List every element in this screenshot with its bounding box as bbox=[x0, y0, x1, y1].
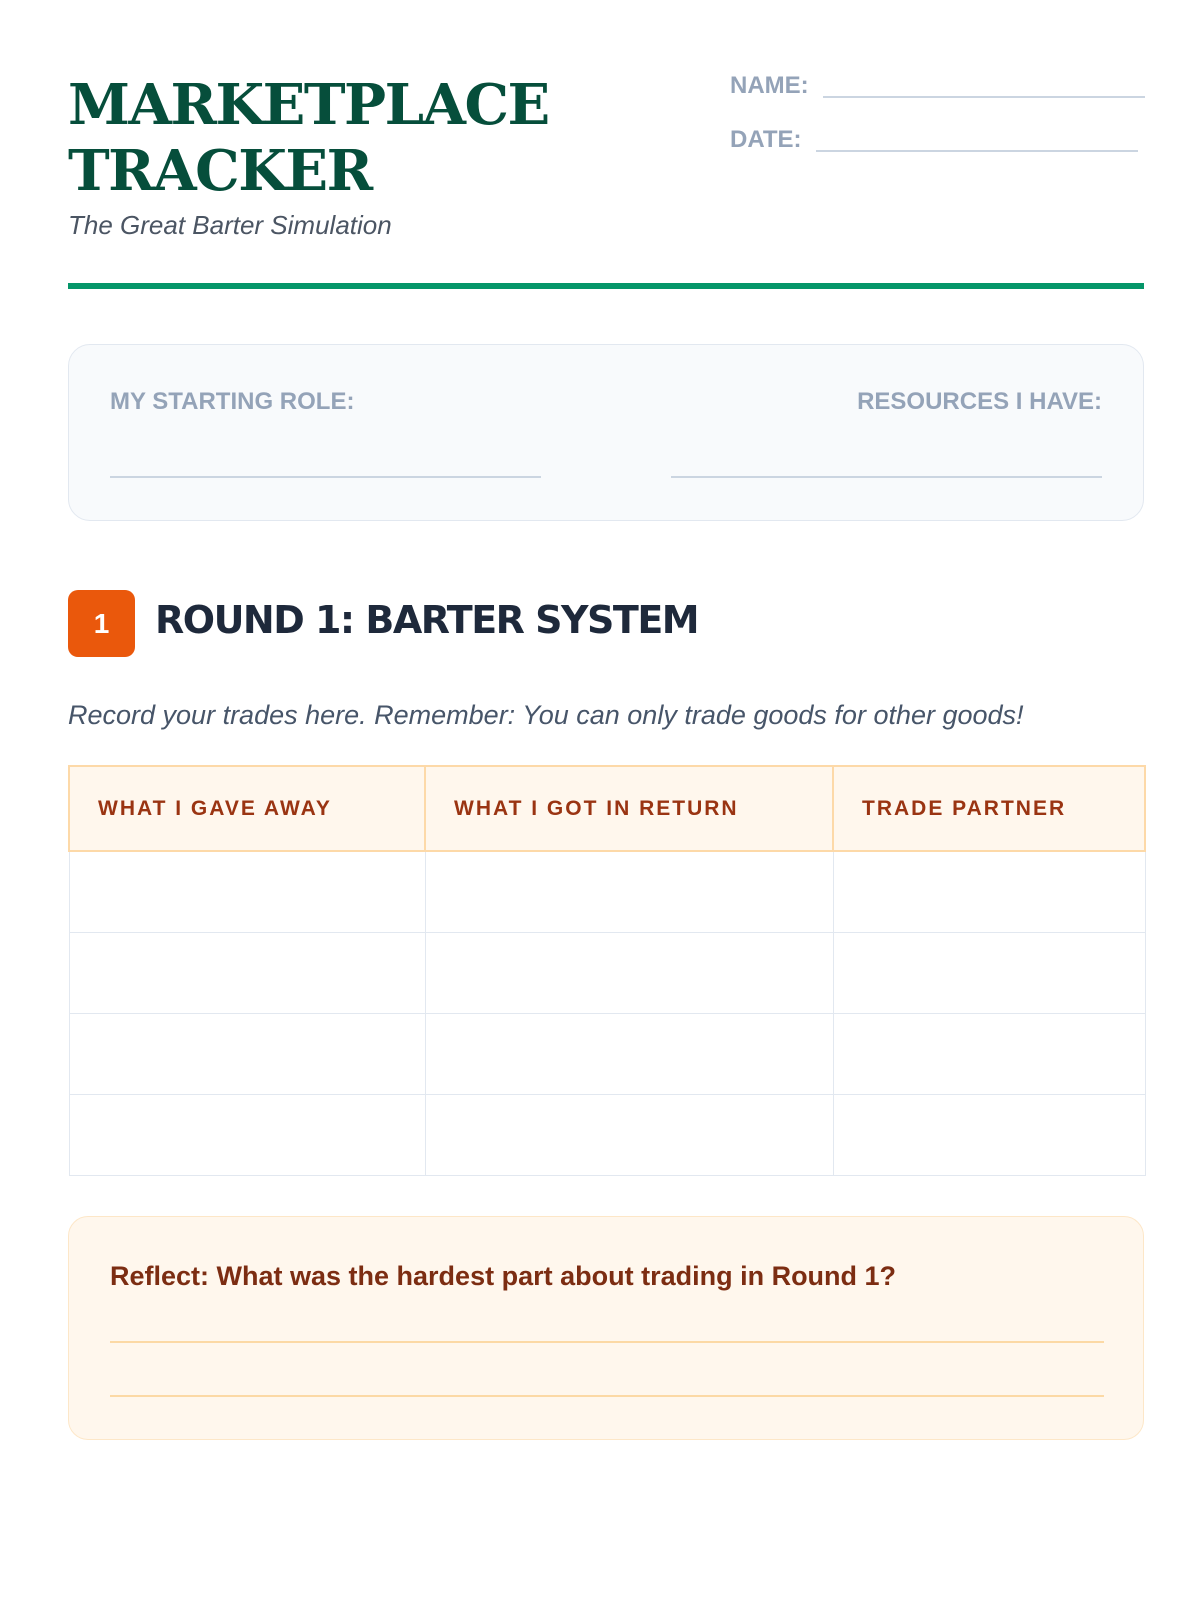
role-box bbox=[68, 344, 1144, 521]
table-cell[interactable] bbox=[425, 1094, 833, 1175]
date-field bbox=[730, 126, 1138, 154]
name-field bbox=[730, 72, 1145, 100]
round-number-badge: 1 bbox=[68, 590, 135, 657]
table-cell[interactable] bbox=[69, 1094, 425, 1175]
column-header-gave-away: WHAT I GAVE AWAY bbox=[69, 766, 425, 851]
table-cell[interactable] bbox=[833, 932, 1145, 1013]
reflect-answer-line-1[interactable] bbox=[110, 1341, 1104, 1343]
starting-role-line[interactable] bbox=[110, 476, 541, 478]
header-divider bbox=[68, 283, 1144, 289]
page-subtitle: The Great Barter Simulation bbox=[68, 210, 392, 240]
name-label: NAME: bbox=[730, 72, 809, 99]
table-cell[interactable] bbox=[425, 932, 833, 1013]
page-title-line-1: MARKETPLACE bbox=[68, 72, 549, 138]
title-block bbox=[68, 72, 549, 241]
table-row bbox=[69, 851, 1145, 932]
resources-label: RESOURCES I HAVE: bbox=[857, 388, 1102, 415]
resources-line[interactable] bbox=[671, 476, 1102, 478]
table-row bbox=[69, 1013, 1145, 1094]
table-cell[interactable] bbox=[69, 1013, 425, 1094]
table-cell[interactable] bbox=[425, 851, 833, 932]
date-line[interactable] bbox=[816, 150, 1138, 152]
trade-table bbox=[68, 765, 1146, 1176]
table-cell[interactable] bbox=[425, 1013, 833, 1094]
table-cell[interactable] bbox=[69, 851, 425, 932]
table-cell[interactable] bbox=[69, 932, 425, 1013]
reflect-box bbox=[68, 1216, 1144, 1440]
table-cell[interactable] bbox=[833, 851, 1145, 932]
column-header-trade-partner: TRADE PARTNER bbox=[833, 766, 1145, 851]
starting-role-label: MY STARTING ROLE: bbox=[110, 388, 355, 415]
name-line[interactable] bbox=[823, 96, 1145, 98]
worksheet-page bbox=[68, 0, 1144, 1600]
reflect-answer-line-2[interactable] bbox=[110, 1395, 1104, 1397]
date-label: DATE: bbox=[730, 126, 802, 153]
table-row bbox=[69, 1094, 1145, 1175]
table-cell[interactable] bbox=[833, 1094, 1145, 1175]
column-header-got-in-return: WHAT I GOT IN RETURN bbox=[425, 766, 833, 851]
page-title-line-2: TRACKER bbox=[68, 138, 372, 204]
reflect-question: Reflect: What was the hardest part about trading in Round 1? bbox=[110, 1261, 897, 1291]
round-instructions: Record your trades here. Remember: You can only trade goods for other goods! bbox=[68, 700, 1024, 730]
table-row bbox=[69, 932, 1145, 1013]
table-cell[interactable] bbox=[833, 1013, 1145, 1094]
round-title: ROUND 1: BARTER SYSTEM bbox=[155, 598, 699, 642]
table-header-row bbox=[69, 766, 1145, 851]
